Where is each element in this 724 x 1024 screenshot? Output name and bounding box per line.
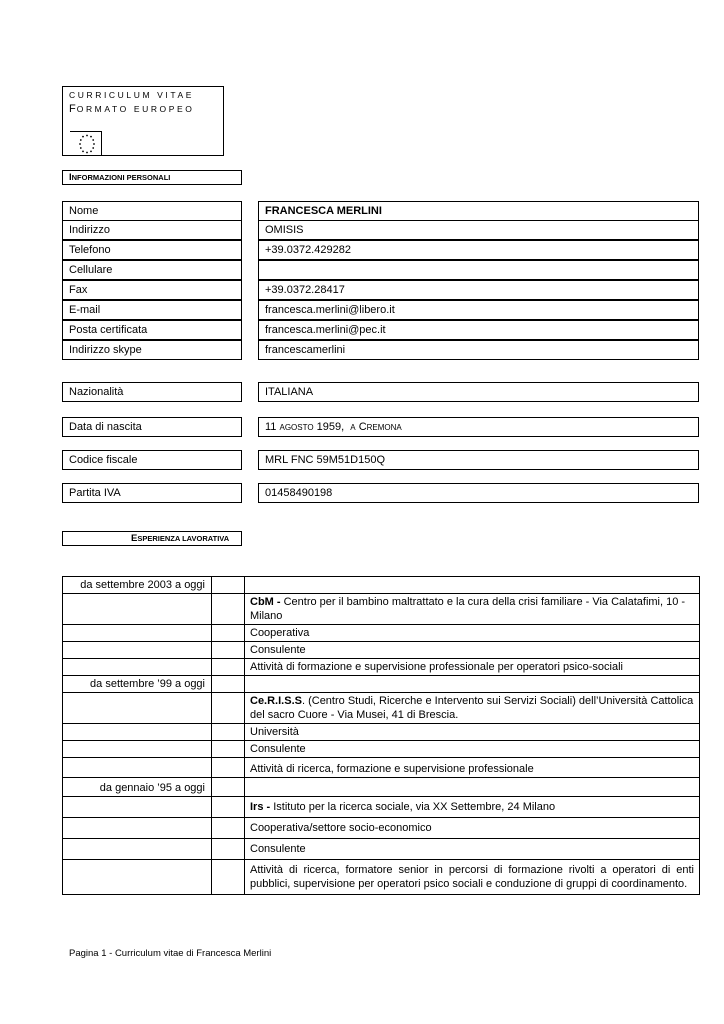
value-birth: 11 AGOSTO 1959, A CREMONA (258, 417, 699, 437)
table-row (63, 625, 700, 642)
value-phone: +39.0372.429282 (258, 240, 699, 260)
label-tax-code: Codice fiscale (62, 450, 242, 470)
job-role: Consulente (245, 642, 700, 659)
job-type: Cooperativa (245, 625, 700, 642)
label-name: Nome (62, 201, 242, 221)
label-address: Indirizzo (62, 220, 242, 240)
job-activity: Attività di ricerca, formatore senior in percorsi di formazione rivolti a operatori di enti pubblici, supervisione per operatori psico sociali e conduzione di gruppi di coordinamento. (245, 860, 700, 895)
table-row (63, 676, 700, 693)
value-email: francesca.merlini@libero.it (258, 300, 699, 320)
table-row (63, 577, 700, 594)
label-email: E-mail (62, 300, 242, 320)
job-employer: CbM - Centro per il bambino maltrattato e la cura della crisi familiare - Via Calatafimi, 10 - Milano (245, 594, 700, 625)
table-row (63, 693, 700, 724)
table-row (63, 594, 700, 625)
job-role: Consulente (245, 839, 700, 860)
value-nationality: ITALIANA (258, 382, 699, 402)
label-skype: Indirizzo skype (62, 340, 242, 360)
job-period: da settembre 2003 a oggi (63, 577, 212, 594)
job-type: Cooperativa/settore socio-economico (245, 818, 700, 839)
value-pec: francesca.merlini@pec.it (258, 320, 699, 340)
value-name: FRANCESCA MERLINI (258, 201, 699, 221)
value-skype: francescamerlini (258, 340, 699, 360)
page-footer: Pagina 1 - Curriculum vitae di Francesca Merlini (69, 948, 272, 959)
value-address: OMISIS (258, 220, 699, 240)
table-row (63, 659, 700, 676)
label-birth: Data di nascita (62, 417, 242, 437)
table-row (63, 818, 700, 839)
value-fax: +39.0372.28417 (258, 280, 699, 300)
value-mobile (258, 260, 699, 280)
label-vat: Partita IVA (62, 483, 242, 503)
cv-title: CURRICULUM VITAE (69, 90, 195, 100)
label-nationality: Nazionalità (62, 382, 242, 402)
experience-table (62, 576, 700, 895)
job-activity: Attività di ricerca, formazione e supervisione professionale (245, 758, 700, 778)
label-mobile: Cellulare (62, 260, 242, 280)
table-row (63, 758, 700, 778)
label-fax: Fax (62, 280, 242, 300)
value-vat: 01458490198 (258, 483, 699, 503)
table-row (63, 642, 700, 659)
job-employer: Irs - Istituto per la ricerca sociale, via XX Settembre, 24 Milano (245, 797, 700, 818)
table-row (63, 778, 700, 797)
value-tax-code: MRL FNC 59M51D150Q (258, 450, 699, 470)
table-row (63, 860, 700, 895)
section-experience-heading: ESPERIENZA LAVORATIVA (62, 531, 242, 546)
table-row (63, 839, 700, 860)
job-period: da gennaio ’95 a oggi (63, 778, 212, 797)
cv-subtitle: FORMATO EUROPEO (69, 103, 195, 115)
table-row (63, 797, 700, 818)
eu-flag-icon (70, 131, 102, 155)
table-row (63, 724, 700, 741)
job-period: da settembre ’99 a oggi (63, 676, 212, 693)
job-activity: Attività di formazione e supervisione professionale per operatori psico-sociali (245, 659, 700, 676)
job-employer: Ce.R.I.S.S. (Centro Studi, Ricerche e Intervento sui Servizi Sociali) dell’Università Cattolica del sacro Cuore - Via Musei, 41 di Brescia. (245, 693, 700, 724)
job-type: Università (245, 724, 700, 741)
job-role: Consulente (245, 741, 700, 758)
table-row (63, 741, 700, 758)
section-personal-info-heading: INFORMAZIONI PERSONALI (62, 170, 242, 185)
label-pec: Posta certificata (62, 320, 242, 340)
label-phone: Telefono (62, 240, 242, 260)
cv-header-box (62, 86, 224, 156)
